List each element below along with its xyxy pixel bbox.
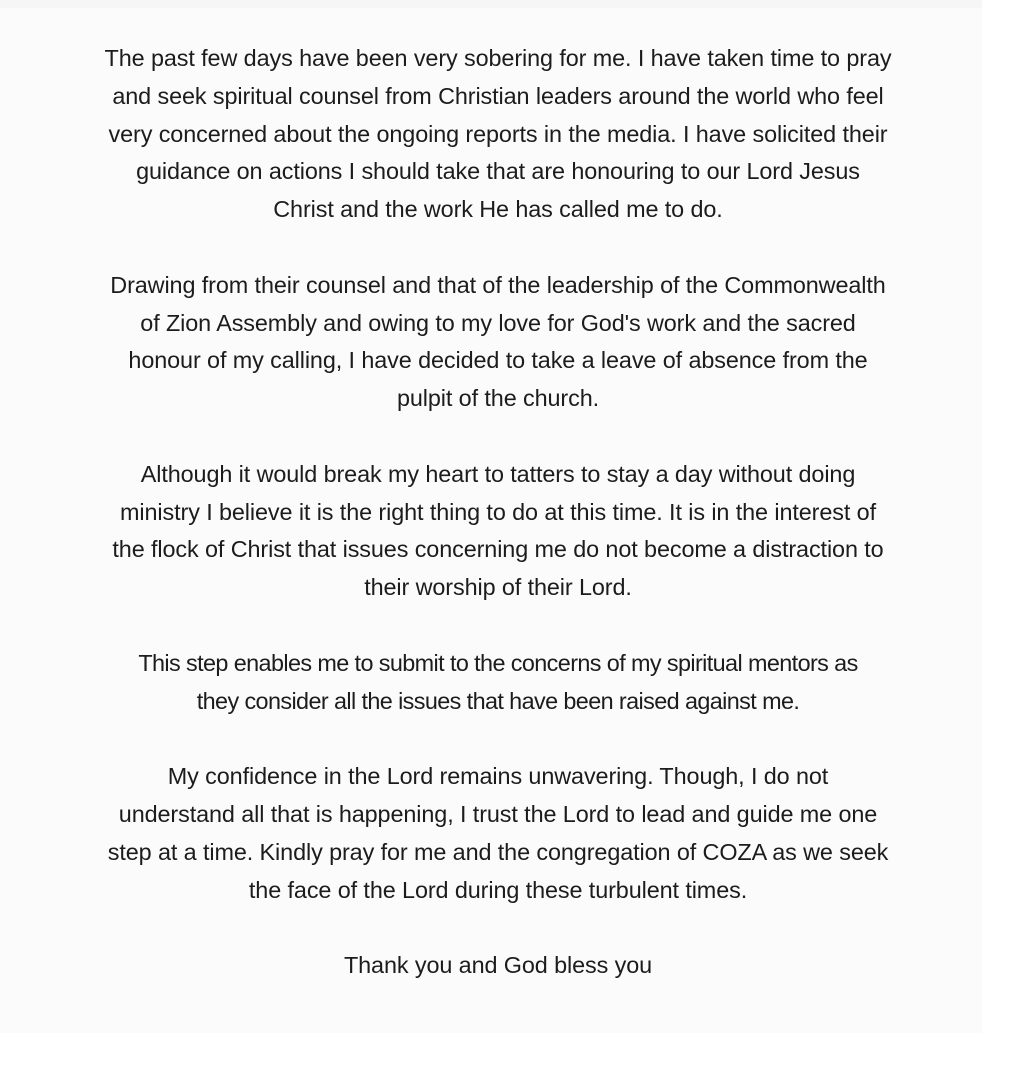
text-line: guidance on actions I should take that are honouring to our Lord Jesus <box>136 158 860 185</box>
text-line: Drawing from their counsel and that of the leadership of the Commonwealth <box>110 271 886 298</box>
signoff-text: Thank you and God bless you <box>343 952 653 979</box>
paragraph-leave-of-absence <box>0 267 996 418</box>
text-line: pulpit of the church. <box>396 385 600 412</box>
text-line: My confidence in the Lord remains unwavering. Though, I do not <box>167 763 829 790</box>
text-line: the flock of Christ that issues concerning me do not become a distraction to <box>112 536 884 563</box>
letter-body <box>0 40 996 985</box>
text-line: Christ and the work He has called me to do. <box>273 196 723 223</box>
signoff <box>0 947 996 985</box>
text-line: they consider all the issues that have been raised against me. <box>196 687 800 714</box>
text-line: of Zion Assembly and owing to my love for God's work and the sacred <box>140 309 856 336</box>
text-line: ministry I believe it is the right thing to do at this time. It is in the interest of <box>120 498 876 525</box>
text-line: and seek spiritual counsel from Christian leaders around the world who feel <box>112 82 884 109</box>
paragraph-confidence <box>0 758 996 909</box>
paragraph-mentors <box>0 645 996 721</box>
text-line: understand all that is happening, I trust the Lord to lead and guide me one <box>118 800 878 827</box>
paragraph-intro <box>0 40 996 229</box>
text-line: This step enables me to submit to the concerns of my spiritual mentors as <box>138 649 858 676</box>
text-line: their worship of their Lord. <box>364 574 632 601</box>
text-line: Although it would break my heart to tatters to stay a day without doing <box>140 460 856 487</box>
text-line: the face of the Lord during these turbulent times. <box>248 876 748 903</box>
text-line: honour of my calling, I have decided to take a leave of absence from the <box>128 347 868 374</box>
paragraph-ministry <box>0 456 996 607</box>
image-top-edge <box>0 0 982 8</box>
text-line: step at a time. Kindly pray for me and the congregation of COZA as we seek <box>107 838 889 865</box>
text-line: very concerned about the ongoing reports in the media. I have solicited their <box>108 120 888 147</box>
text-line: The past few days have been very sobering for me. I have taken time to pray <box>104 45 892 71</box>
